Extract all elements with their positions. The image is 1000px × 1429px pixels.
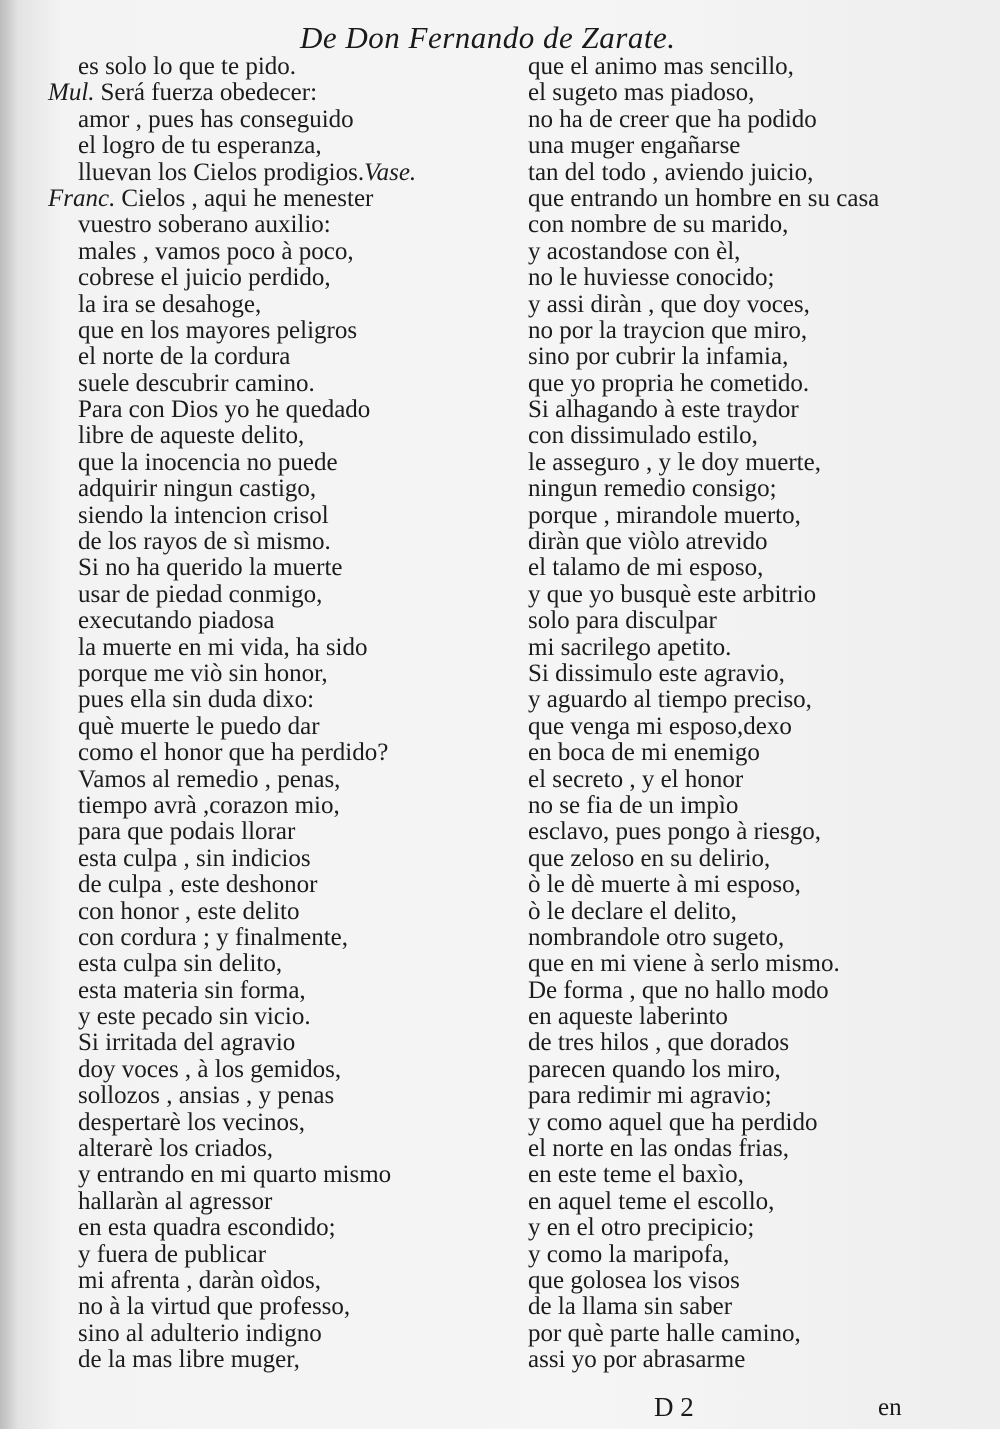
verse-line xyxy=(48,371,508,397)
verse-line xyxy=(48,1268,508,1294)
verse-line xyxy=(528,212,858,238)
verse-text: no por la traycion que miro, xyxy=(528,316,808,344)
verse-text: y acostandose con èl, xyxy=(528,237,741,265)
verse-text: no se fia de un impìo xyxy=(528,791,739,819)
verse-text: que en mi viene à serlo mismo. xyxy=(528,950,840,978)
verse-text: nombrandole otro sugeto, xyxy=(528,923,785,951)
verse-text: y aguardo al tiempo preciso, xyxy=(528,686,812,714)
verse-line xyxy=(48,846,508,872)
verse-line xyxy=(48,1004,508,1030)
verse-line xyxy=(48,1057,508,1083)
verse-text: que golosea los visos xyxy=(528,1266,740,1294)
verse-line xyxy=(48,872,508,898)
verse-text: el sugeto mas piadoso, xyxy=(528,79,755,107)
verse-text: hallaràn al agressor xyxy=(78,1187,273,1215)
verse-text: sino por cubrir la infamia, xyxy=(528,343,789,371)
verse-line xyxy=(528,1321,858,1347)
verse-line xyxy=(528,1030,858,1056)
verse-line xyxy=(528,819,858,845)
verse-line xyxy=(528,1083,858,1109)
verse-line xyxy=(48,687,508,713)
verse-text: parecen quando los miro, xyxy=(528,1055,781,1083)
verse-line xyxy=(48,555,508,581)
verse-line xyxy=(48,1215,508,1241)
verse-text: en aqueste laberinto xyxy=(528,1003,728,1031)
verse-line xyxy=(528,292,858,318)
page-binding-shadow xyxy=(0,0,18,1429)
verse-text: ò le dè muerte à mi esposo, xyxy=(528,871,801,899)
verse-text: cobrese el juicio perdido, xyxy=(78,264,331,292)
verse-line xyxy=(528,872,858,898)
verse-text: para que podais llorar xyxy=(78,818,296,846)
verse-text: amor , pues has conseguido xyxy=(78,105,354,133)
verse-text: Si alhagando à este traydor xyxy=(528,396,799,424)
verse-line xyxy=(48,793,508,819)
verse-text: para redimir mi agravio; xyxy=(528,1082,772,1110)
verse-line xyxy=(48,740,508,766)
verse-line xyxy=(48,1110,508,1136)
verse-line xyxy=(48,503,508,529)
verse-line xyxy=(528,107,858,133)
verse-line xyxy=(48,186,508,212)
verse-text: en este teme el baxìo, xyxy=(528,1161,744,1189)
verse-text: esta materia sin forma, xyxy=(78,976,306,1004)
verse-line xyxy=(528,793,858,819)
verse-text: no à la virtud que professo, xyxy=(78,1293,351,1321)
verse-line xyxy=(528,239,858,265)
verse-text: el logro de tu esperanza, xyxy=(78,132,322,160)
running-header: De Don Fernando de Zarate. xyxy=(300,20,676,55)
verse-text: el talamo de mi esposo, xyxy=(528,554,764,582)
verse-line xyxy=(48,54,508,80)
verse-text: por què parte halle camino, xyxy=(528,1319,801,1347)
verse-line xyxy=(528,1189,858,1215)
verse-line xyxy=(48,133,508,159)
verse-text: y este pecado sin vicio. xyxy=(78,1003,311,1031)
verse-line xyxy=(528,582,858,608)
verse-text: en esta quadra escondido; xyxy=(78,1214,336,1242)
verse-text: males , vamos poco à poco, xyxy=(78,237,354,265)
verse-line xyxy=(48,1030,508,1056)
verse-text: la ira se desahoge, xyxy=(78,290,262,318)
verse-text: libre de aqueste delito, xyxy=(78,422,305,450)
verse-line xyxy=(528,608,858,634)
verse-text: assi yo por abrasarme xyxy=(528,1346,746,1374)
verse-line xyxy=(48,635,508,661)
verse-line xyxy=(48,819,508,845)
verse-text: de la llama sin saber xyxy=(528,1293,733,1321)
verse-line xyxy=(528,740,858,766)
verse-text: la muerte en mi vida, ha sido xyxy=(78,633,368,661)
verse-line xyxy=(528,318,858,344)
stage-direction: Vase. xyxy=(364,158,417,186)
verse-line xyxy=(528,846,858,872)
verse-text: mi afrenta , daràn oìdos, xyxy=(78,1266,321,1294)
verse-line xyxy=(528,1110,858,1136)
verse-text: y entrando en mi quarto mismo xyxy=(78,1161,392,1189)
verse-text: sollozos , ansias , y penas xyxy=(78,1082,335,1110)
verse-line xyxy=(528,925,858,951)
verse-text: despertarè los vecinos, xyxy=(78,1108,306,1136)
verse-line xyxy=(528,555,858,581)
verse-column-right xyxy=(528,53,880,1374)
verse-text: Si dissimulo este agravio, xyxy=(528,659,785,687)
verse-text: y como la maripofa, xyxy=(528,1240,730,1268)
verse-text: no le huviesse conocido; xyxy=(528,264,775,292)
verse-line xyxy=(48,1083,508,1109)
verse-text: ningun remedio consigo; xyxy=(528,475,777,503)
verse-text: Para con Dios yo he quedado xyxy=(78,396,371,424)
verse-text: De forma , que no hallo modo xyxy=(528,976,829,1004)
verse-text: el secreto , y el honor xyxy=(528,765,744,793)
verse-line xyxy=(528,184,880,212)
verse-text: no ha de creer que ha podido xyxy=(528,105,817,133)
verse-line xyxy=(48,160,508,186)
verse-line xyxy=(528,1268,858,1294)
verse-line xyxy=(528,133,858,159)
verse-line xyxy=(48,450,508,476)
verse-line xyxy=(528,687,858,713)
verse-text: Vamos al remedio , penas, xyxy=(78,765,341,793)
verse-line xyxy=(48,582,508,608)
verse-line xyxy=(48,1242,508,1268)
verse-line xyxy=(528,899,858,925)
verse-text: que entrando un hombre en su casa xyxy=(528,184,880,212)
verse-text: es solo lo que te pido. xyxy=(78,53,297,80)
verse-line xyxy=(48,80,508,106)
verse-text: doy voces , à los gemidos, xyxy=(78,1055,342,1083)
verse-text: que yo propria he cometido. xyxy=(528,369,810,397)
verse-line xyxy=(528,1242,858,1268)
verse-line xyxy=(528,1347,858,1373)
verse-text: pues ella sin duda dixo: xyxy=(78,686,315,714)
verse-line xyxy=(48,978,508,1004)
verse-text: y que yo busquè este arbitrio xyxy=(528,580,817,608)
verse-text: le asseguro , y le doy muerte, xyxy=(528,448,821,476)
verse-text: y fuera de publicar xyxy=(78,1240,267,1268)
verse-line xyxy=(528,635,858,661)
verse-line xyxy=(528,371,858,397)
verse-line xyxy=(528,423,858,449)
verse-text: de culpa , este deshonor xyxy=(78,871,318,899)
verse-text: y en el otro precipicio; xyxy=(528,1214,755,1242)
verse-line xyxy=(528,661,858,687)
verse-line xyxy=(528,476,858,502)
verse-text: como el honor que ha perdido? xyxy=(78,739,389,767)
verse-text: que venga mi esposo,dexo xyxy=(528,712,792,740)
verse-line xyxy=(48,212,508,238)
verse-text: que el animo mas sencillo, xyxy=(528,53,794,80)
verse-text: con cordura ; y finalmente, xyxy=(78,923,349,951)
verse-text: en aquel teme el escollo, xyxy=(528,1187,775,1215)
verse-line xyxy=(48,661,508,687)
verse-text: solo para disculpar xyxy=(528,607,717,635)
verse-line xyxy=(528,529,858,555)
verse-line xyxy=(528,54,858,80)
verse-text: que la inocencia no puede xyxy=(78,448,338,476)
verse-line xyxy=(48,1162,508,1188)
verse-line xyxy=(528,767,858,793)
verse-line xyxy=(48,1294,508,1320)
verse-line xyxy=(48,107,508,133)
verse-line xyxy=(48,608,508,634)
verse-line xyxy=(528,978,858,1004)
verse-text: porque me viò sin honor, xyxy=(78,659,328,687)
verse-line xyxy=(528,397,858,423)
verse-text: que en los mayores peligros xyxy=(78,316,358,344)
verse-line xyxy=(48,265,508,291)
verse-line xyxy=(48,899,508,925)
verse-text: el norte de la cordura xyxy=(78,343,291,371)
verse-text: y assi diràn , que doy voces, xyxy=(528,290,810,318)
verse-line xyxy=(48,476,508,502)
verse-line xyxy=(528,344,858,370)
verse-line xyxy=(48,714,508,740)
verse-text: què muerte le puedo dar xyxy=(78,712,320,740)
verse-line xyxy=(48,1321,508,1347)
verse-line xyxy=(48,529,508,555)
bleed-through-text xyxy=(846,40,996,1390)
verse-text: vuestro soberano auxilio: xyxy=(78,211,331,239)
verse-text: de los rayos de sì mismo. xyxy=(78,528,331,556)
verse-line xyxy=(528,1004,858,1030)
verse-line xyxy=(48,1189,508,1215)
verse-text: executando piadosa xyxy=(78,607,275,635)
verse-line xyxy=(528,1294,858,1320)
verse-text: de tres hilos , que dorados xyxy=(528,1029,790,1057)
verse-text: suele descubrir camino. xyxy=(78,369,315,397)
verse-line xyxy=(48,318,508,344)
verse-text: con honor , este delito xyxy=(78,897,300,925)
verse-text: y como aquel que ha perdido xyxy=(528,1108,818,1136)
verse-text: esta culpa , sin indicios xyxy=(78,844,311,872)
catchword: en xyxy=(878,1394,902,1421)
verse-text: porque , mirandole muerto, xyxy=(528,501,801,529)
verse-line xyxy=(528,1215,858,1241)
speaker-name: Mul. xyxy=(48,79,95,107)
verse-text: siendo la intencion crisol xyxy=(78,501,329,529)
verse-text: en boca de mi enemigo xyxy=(528,739,760,767)
verse-line xyxy=(528,1057,858,1083)
verse-line xyxy=(528,160,858,186)
verse-text: con nombre de su marido, xyxy=(528,211,789,239)
verse-text: Si no ha querido la muerte xyxy=(78,554,343,582)
verse-line xyxy=(528,265,858,291)
verse-text: de la mas libre muger, xyxy=(78,1346,300,1374)
verse-line xyxy=(528,503,858,529)
verse-text: el norte en las ondas frias, xyxy=(528,1135,790,1163)
verse-text: Si irritada del agravio xyxy=(78,1029,296,1057)
verse-text: mi sacrilego apetito. xyxy=(528,633,732,661)
verse-text: sino al adulterio indigno xyxy=(78,1319,322,1347)
verse-text: con dissimulado estilo, xyxy=(528,422,758,450)
verse-text: adquirir ningun castigo, xyxy=(78,475,317,503)
verse-text: usar de piedad conmigo, xyxy=(78,580,323,608)
verse-line xyxy=(48,397,508,423)
verse-line xyxy=(528,1162,858,1188)
verse-text: que zeloso en su delirio, xyxy=(528,844,771,872)
verse-line xyxy=(48,1136,508,1162)
verse-text: Será fuerza obedecer: xyxy=(100,79,318,107)
verse-line xyxy=(48,925,508,951)
verse-line xyxy=(48,951,508,977)
verse-line xyxy=(528,450,858,476)
verse-text: Cielos , aqui he menester xyxy=(121,184,374,212)
verse-text: lluevan los Cielos prodigios. xyxy=(78,158,365,186)
verse-text: alterarè los criados, xyxy=(78,1135,274,1163)
verse-line xyxy=(48,239,508,265)
verse-text: tiempo avrà ,corazon mio, xyxy=(78,791,340,819)
verse-line xyxy=(48,1347,508,1373)
verse-text: esclavo, pues pongo à riesgo, xyxy=(528,818,821,846)
verse-text: tan del todo , aviendo juicio, xyxy=(528,158,814,186)
verse-text: una muger engañarse xyxy=(528,132,741,160)
verse-text: ò le declare el delito, xyxy=(528,897,737,925)
verse-line xyxy=(48,292,508,318)
verse-text: esta culpa sin delito, xyxy=(78,950,283,978)
verse-line xyxy=(528,80,858,106)
verse-line xyxy=(48,344,508,370)
speaker-name: Franc. xyxy=(48,184,116,212)
verse-line xyxy=(528,1136,858,1162)
verse-column-left xyxy=(48,54,508,1374)
signature-mark: D 2 xyxy=(654,1392,694,1422)
verse-line xyxy=(48,767,508,793)
verse-text: diràn que viòlo atrevido xyxy=(528,528,768,556)
verse-line xyxy=(528,951,858,977)
verse-line xyxy=(48,423,508,449)
verse-line xyxy=(528,714,858,740)
